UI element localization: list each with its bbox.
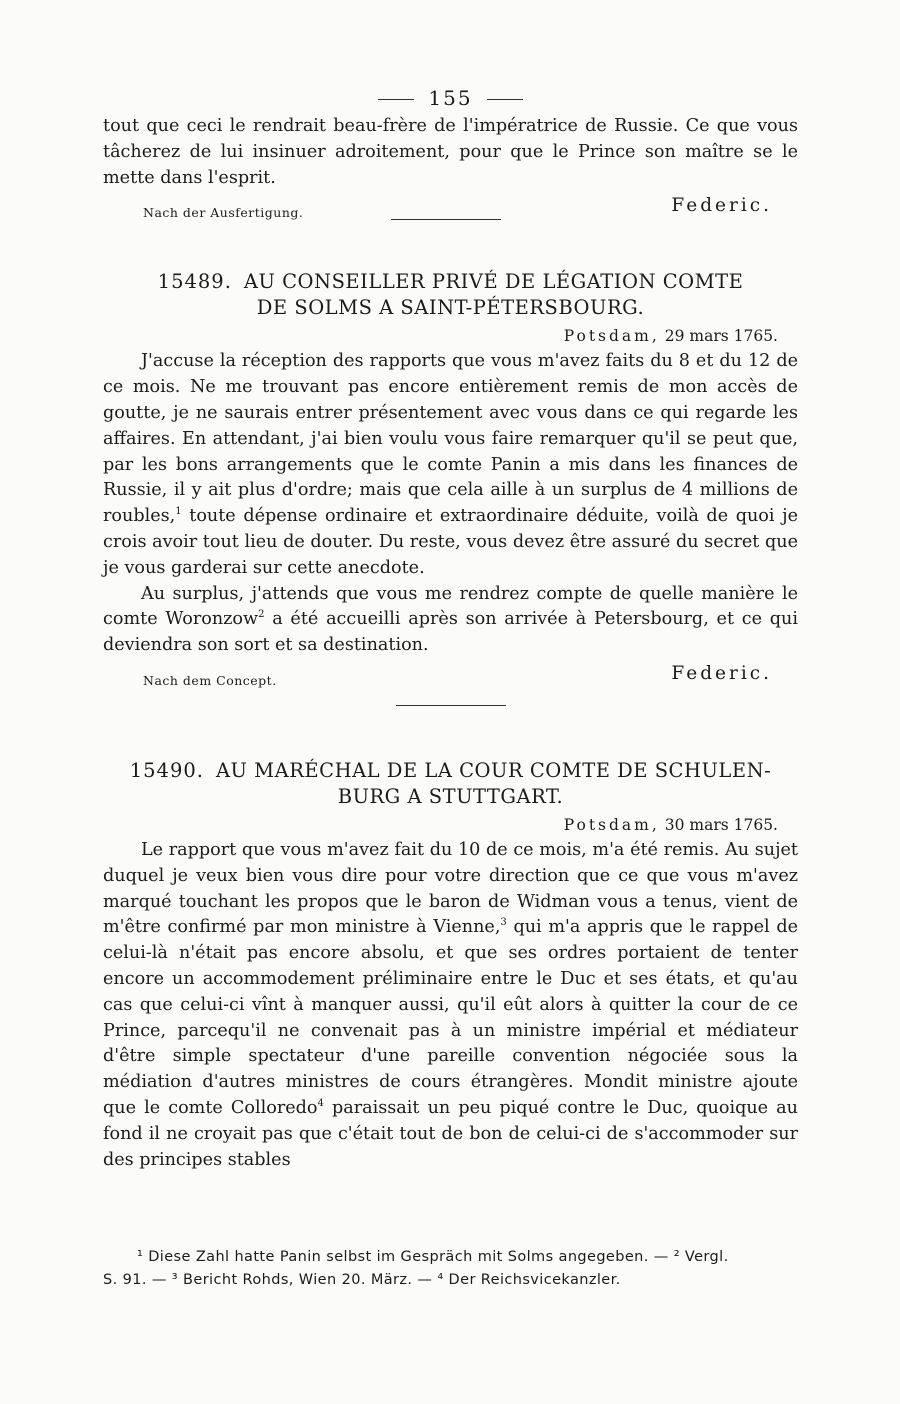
letter1-paragraph1-text-b: toute dépense ordinaire et extraordinaire déduite, voilà de quoi je crois avoir tout lieu de douter. Du reste, vous devez être assuré du secret que je vous garderai sur cette anecdote. [103, 506, 798, 578]
page [103, 86, 798, 1173]
page-number-dash-left [378, 99, 414, 100]
section-divider [396, 705, 506, 706]
letter1-dateline [103, 327, 778, 345]
footnote-ref-2: 2 [258, 609, 265, 621]
letter1-paragraph1 [103, 349, 798, 581]
footnote-line2: S. 91. — ³ Bericht Rohds, Wien 20. März. — ⁴ Der Reichsvicekanzler. [103, 1272, 621, 1288]
footnotes [103, 1246, 803, 1292]
letter2-paragraph1 [103, 838, 798, 1173]
page-number: 155 [428, 86, 473, 110]
intro-source-line [103, 195, 798, 229]
intro-paragraph: tout que ceci le rendrait beau-frère de l'impératrice de Russie. Ce que vous tâcherez de lui insinuer adroitement, pour que le Prince son maître se le mette dans l'esprit. [103, 116, 798, 188]
letter2-heading [103, 758, 798, 810]
letter1-paragraph2 [103, 582, 798, 659]
intro-source-note: Nach der Ausfertigung. [143, 205, 304, 221]
letter2-dateline [103, 816, 778, 834]
letter1-paragraph2-text-b: a été accueilli après son arrivée à Petersbourg, et ce qui deviendra son sort et sa destination. [103, 609, 798, 656]
letter1-paragraph2-text-a: Au surplus, j'attends que vous me rendrez compte de quelle manière le comte Woronzow [103, 583, 798, 630]
letter1-paragraph1-text-a: J'accuse la réception des rapports que vous m'avez faits du 8 et du 12 de ce mois. Ne me trouvant pas encore entièrement remis de mon accès de goutte, je ne saurais entrer présentement avec vous dans ce qui regarde les affaires. En attendant, j'ai bien voulu vous faire remarquer qu'il se peut que, par les bons arrangements que le comte Panin a mis dans les finances de Russie, il y ait plus d'ordre; mais que cela aille à un surplus de 4 millions de roubles, [103, 351, 798, 527]
letter2-number: 15490. [129, 758, 204, 782]
letter2-heading-line1: AU MARÉCHAL DE LA COUR COMTE DE SCHULEN- [215, 758, 772, 782]
letter1-date-place: Potsdam, [563, 327, 660, 346]
page-number-dash-right [487, 99, 523, 100]
letter2-date: 30 mars 1765. [664, 815, 778, 834]
letter1-heading-line2: DE SOLMS A SAINT-PÉTERSBOURG. [256, 296, 645, 320]
letter2-heading-line2: BURG A STUTTGART. [337, 784, 564, 808]
page-number-line [103, 86, 798, 110]
section-divider [391, 219, 501, 220]
footnote-line1: ¹ Diese Zahl hatte Panin selbst im Gespräch mit Solms angegeben. — ² Vergl. [137, 1249, 729, 1265]
letter1-number: 15489. [157, 270, 232, 294]
letter1-source-note: Nach dem Concept. [143, 672, 277, 688]
footnote-ref-4: 4 [317, 1098, 324, 1110]
letter1-date: 29 mars 1765. [664, 327, 778, 346]
intro-signature: Federic. [671, 195, 772, 217]
letter2-paragraph1-text-a: Le rapport que vous m'avez fait du 10 de ce mois, m'a été remis. Au sujet duquel je veux bien vous dire pour votre direction que ce que vous m'avez marqué touchant les propos que le baron de Widman vous a tenus, vient de m'être confirmé par mon ministre à Vienne, [103, 839, 798, 938]
letter1-signature: Federic. [671, 662, 772, 684]
footnote-ref-1: 1 [175, 506, 182, 518]
letter1-source-line [103, 663, 798, 693]
letter2-paragraph1-text-c: paraissait un peu piqué contre le Duc, quoique au fond il ne croyait pas que c'était tout de bon de celui-ci de s'accommoder sur des principes stables [103, 1097, 798, 1170]
letter1-heading-line1: AU CONSEILLER PRIVÉ DE LÉGATION COMTE [243, 270, 744, 294]
footnote-ref-3: 3 [500, 917, 507, 929]
letter1-heading [103, 269, 798, 321]
letter2-date-place: Potsdam, [563, 815, 660, 834]
letter2-paragraph1-text-b: qui m'a appris que le rappel de celui-là n'était pas encore absolu, et que ses ordres portaient de tenter encore un accommodement préliminaire entre le Duc et ses états, et qu'au cas que celui-ci vînt à manquer aussi, qu'il eût alors à quitter la cour de ce Prince, parcequ'il ne convenait pas à un ministre impérial et médiateur d'être simple spectateur d'une pareille convention négociée sous la médiation d'autres ministres de cours étrangères. Mondit ministre ajoute que le comte Colloredo [103, 917, 798, 1118]
